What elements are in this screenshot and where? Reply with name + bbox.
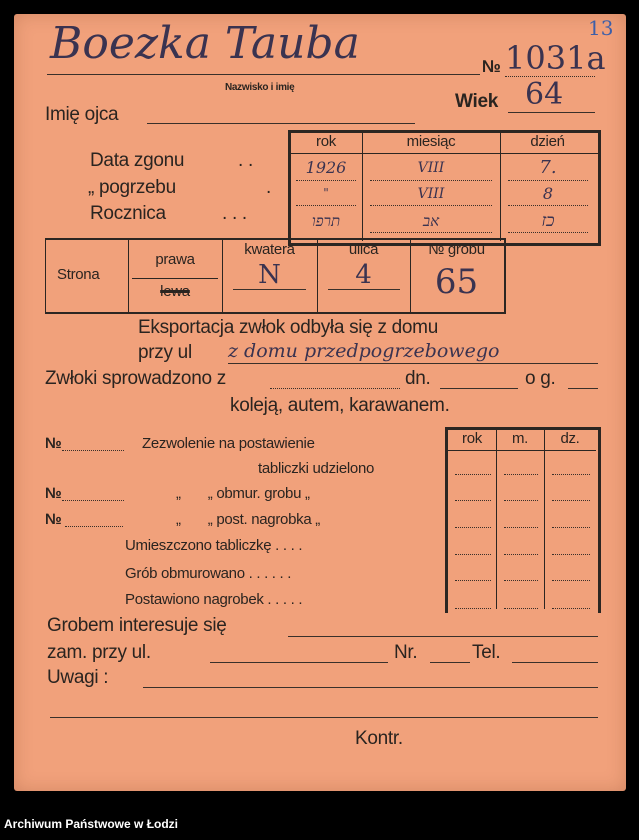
fill-line [552,554,590,555]
permit-plaque-line2: tabliczki udzielono [258,460,375,477]
fill-line [296,205,356,206]
header-month: m. [511,430,529,447]
number-label: № [482,57,501,76]
death-date-label: Data zgonu [90,150,185,171]
header-rok: rok [462,430,482,447]
interested-label: Grobem interesuje się [47,615,227,636]
street-line [228,363,598,364]
burial-date-label: „ pogrzebu [88,177,176,198]
no-sign: № [45,511,62,528]
fill-line [508,232,588,233]
name-caption: Nazwisko i imię [225,82,295,93]
address-line [210,662,388,663]
nr-line [430,662,470,663]
export-line: Eksportacja zwłok odbyła się z domu [138,317,438,338]
hour-line [568,388,598,389]
nr-label: Nr. [394,642,418,663]
grave-number-label: № grobu [428,241,485,258]
interested-line [288,636,598,637]
permit-plaque-line1: Zezwolenie na postawienie [142,435,315,452]
fill-line [504,527,538,528]
control-label: Kontr. [355,728,403,749]
quarter-line [233,289,306,290]
burial-month: VIII [417,186,445,202]
brought-from-label: Zwłoki sprowadzono z [45,368,226,389]
dots: . . [238,150,253,171]
tombstone-placed-label: Postawiono nagrobek . . . . . [125,591,303,608]
left-side-option-struck: lewa [160,283,190,300]
tel-line [512,662,598,663]
fill-line [504,608,538,609]
divider [544,429,545,609]
fill-line [455,554,491,555]
street-col-line [328,289,400,290]
tel-label: Tel. [472,642,501,663]
fill-line [455,527,491,528]
fill-line [508,205,588,206]
quarter-value: N [258,260,281,290]
anniversary-month: אב [422,212,440,230]
death-day: 7. [539,157,557,178]
divider [132,278,218,279]
father-line [147,123,415,124]
fill-line [65,526,123,527]
street-value: z domu przedpogrzebowego [228,340,500,362]
fill-line [552,608,590,609]
fill-line [504,474,538,475]
fill-line [62,500,124,501]
fill-line [455,608,491,609]
age-label: Wiek [455,91,498,112]
anniversary-year: תרפו [311,212,341,230]
permits-date-table [445,427,601,613]
dots: . [266,177,271,198]
fill-line [455,474,491,475]
age-value: 64 [525,77,564,112]
divider [496,429,497,609]
fill-line [504,554,538,555]
number-annotation: 13 [588,16,614,40]
no-sign: № [45,435,62,452]
street-col-label: ulica [348,241,379,258]
brought-line [270,388,400,389]
father-label: Imię ojca [45,104,119,125]
right-side-option: prawa [155,251,195,268]
fill-line [455,580,491,581]
death-month: VIII [417,160,445,176]
permit-walling: „ „ obmur. grobu „ [176,485,310,502]
street-label: przy ul [138,342,192,363]
remarks-line [143,687,598,688]
day-label: dn. [405,368,431,389]
quarter-label: kwatera [244,241,295,258]
hour-label: o g. [525,368,556,389]
fill-line [508,180,588,181]
day-line [440,388,518,389]
dots: . . . [222,203,247,224]
header-rok: rok [316,133,336,150]
transport-line: koleją, autem, karawanem. [230,395,450,416]
name-handwritten: Boezka Tauba [50,18,360,69]
header-day: dz. [560,430,580,447]
fill-line [552,474,590,475]
fill-line [504,580,538,581]
divider [448,450,596,451]
no-sign: № [45,485,62,502]
fill-line [552,500,590,501]
divider [288,153,598,154]
burial-year: " [323,186,329,200]
header-dzien: dzień [530,133,565,150]
fill-line [296,180,356,181]
divider [128,240,129,312]
number-value: 1031a [505,39,606,77]
anniversary-label: Rocznica [90,203,166,224]
address-label: zam. przy ul. [47,642,151,663]
remarks-line-2 [50,717,598,718]
fill-line [552,580,590,581]
anniversary-day: כז [541,211,555,231]
header-miesiac: miesiąc [406,133,456,150]
age-line [508,112,595,113]
side-label: Strona [57,266,100,283]
fill-line [455,500,491,501]
death-year: 1926 [305,158,347,177]
fill-line [370,180,492,181]
fill-line [552,527,590,528]
grave-walled-label: Grób obmurowano . . . . . . [125,565,292,582]
name-line [47,74,480,75]
fill-line [504,500,538,501]
fill-line [370,232,492,233]
archive-watermark: Archiwum Państwowe w Łodzi [4,817,179,831]
street-col-value: 4 [355,260,372,290]
plaque-placed-label: Umieszczono tabliczkę . . . . [125,537,303,554]
fill-line [62,450,124,451]
permit-tombstone: „ „ post. nagrobka „ [176,511,320,528]
grave-number-value: 65 [434,262,479,302]
fill-line [370,205,492,206]
burial-day: 8 [542,184,554,203]
remarks-label: Uwagi : [47,667,109,688]
